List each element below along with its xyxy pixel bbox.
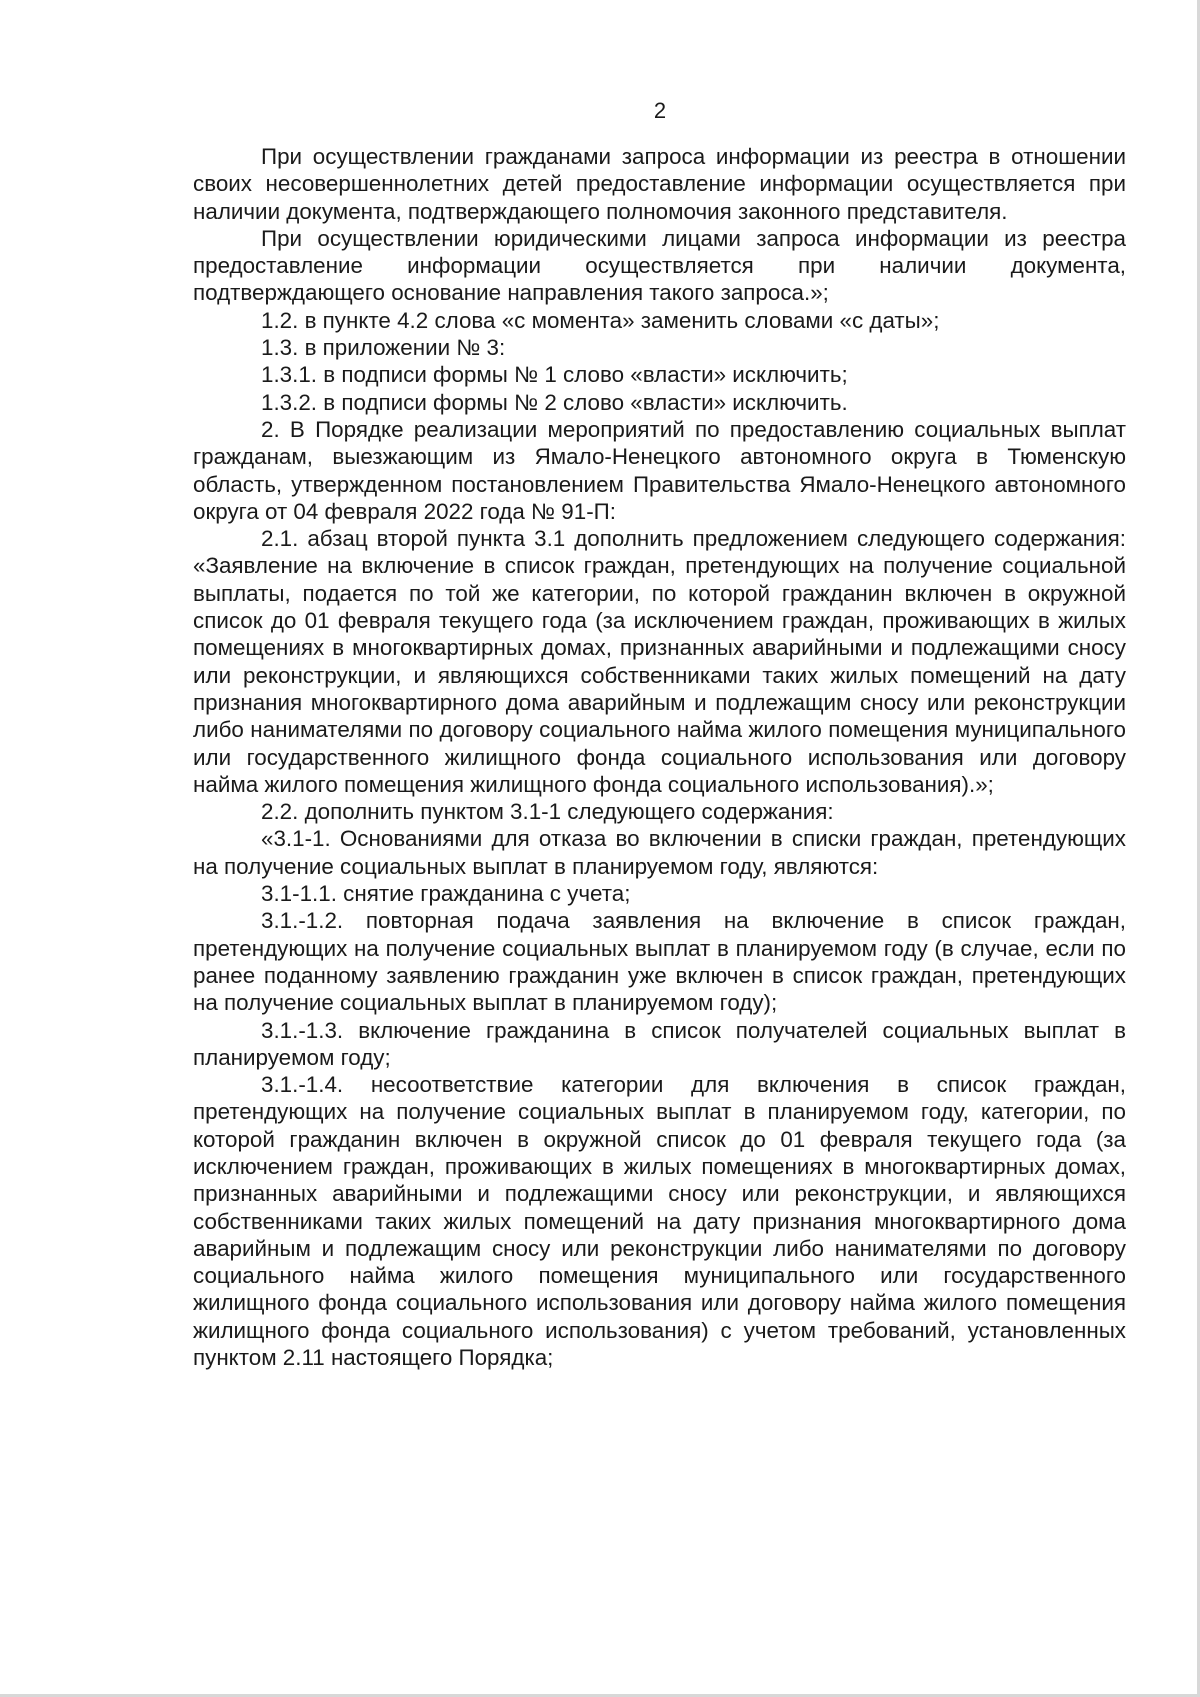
- paragraph: 3.1.-1.3. включение гражданина в список получателей социальных выплат в планируемом году;: [193, 1017, 1126, 1070]
- paragraph: 2.2. дополнить пунктом 3.1-1 следующего содержания:: [261, 799, 834, 825]
- paragraph: 1.2. в пункте 4.2 слова «с момента» заменить словами «с даты»;: [261, 307, 940, 333]
- document-body: [193, 143, 1126, 1371]
- paragraph: При осуществлении юридическими лицами запроса информации из реестра предоставление информации осуществляется при наличии документа, подтверждающего основание направления такого запроса.»;: [193, 225, 1126, 306]
- paragraph: «3.1-1. Основаниями для отказа во включении в списки граждан, претендующих на получение социальных выплат в планируемом году, являются:: [193, 826, 1126, 879]
- paragraph: 1.3.2. в подписи формы № 2 слово «власти» исключить.: [261, 389, 848, 415]
- paragraph: 2. В Порядке реализации мероприятий по предоставлению социальных выплат гражданам, выезжающим из Ямало-Ненецкого автономного округа в Тюменскую область, утвержденном постановлением Правительства Ямало-Ненецкого автономного округа от 04 февраля 2022 года № 91-П:: [193, 416, 1126, 524]
- paragraph: 1.3. в приложении № 3:: [261, 335, 506, 361]
- paragraph: При осуществлении гражданами запроса информации из реестра в отношении своих несовершеннолетних детей предоставление информации осуществляется при наличии документа, подтверждающего полномочия законного представителя.: [193, 144, 1126, 224]
- page-number: 2: [653, 98, 667, 123]
- paragraph: 2.1. абзац второй пункта 3.1 дополнить предложением следующего содержания: «Заявление на включение в список граждан, претендующих на получение социальной выплаты, подается по той же категории, по которой гражданин включен в окружной список до 01 февраля текущего года (за исключением граждан, проживающих в жилых помещениях в многоквартирных домах, признанных аварийными и подлежащими сносу или реконструкции, и являющихся собственниками таких жилых помещений на дату признания многоквартирного дома аварийным и подлежащим сносу или реконструкции либо нанимателями по договору социального найма жилого помещения муниципального или государственного жилищного фонда социального использования или договору найма жилого помещения жилищного фонда социального использования).»;: [193, 526, 1126, 797]
- paragraph: 3.1.-1.4. несоответствие категории для включения в список граждан, претендующих на получение социальных выплат в планируемом году, категории, по которой гражданин включен в окружной список до 01 февраля текущего года (за исключением граждан, проживающих в жилых помещениях в многоквартирных домах, признанных аварийными и подлежащими сносу или реконструкции, и являющихся собственниками таких жилых помещений на дату признания многоквартирного дома аварийным и подлежащим сносу или реконструкции либо нанимателями по договору социального найма жилого помещения муниципального или государственного жилищного фонда социального использования или договору найма жилого помещения жилищного фонда социального использования) с учетом требований, установленных пунктом 2.11 настоящего Порядка;: [193, 1072, 1126, 1371]
- paragraph: 3.1-1.1. снятие гражданина с учета;: [261, 881, 631, 907]
- paragraph: 3.1.-1.2. повторная подача заявления на включение в список граждан, претендующих на получение социальных выплат в планируемом году (в случае, если по ранее поданному заявлению гражданин уже включен в список граждан, претендующих на получение социальных выплат в планируемом году);: [193, 908, 1126, 1016]
- paragraph: 1.3.1. в подписи формы № 1 слово «власти» исключить;: [261, 362, 848, 388]
